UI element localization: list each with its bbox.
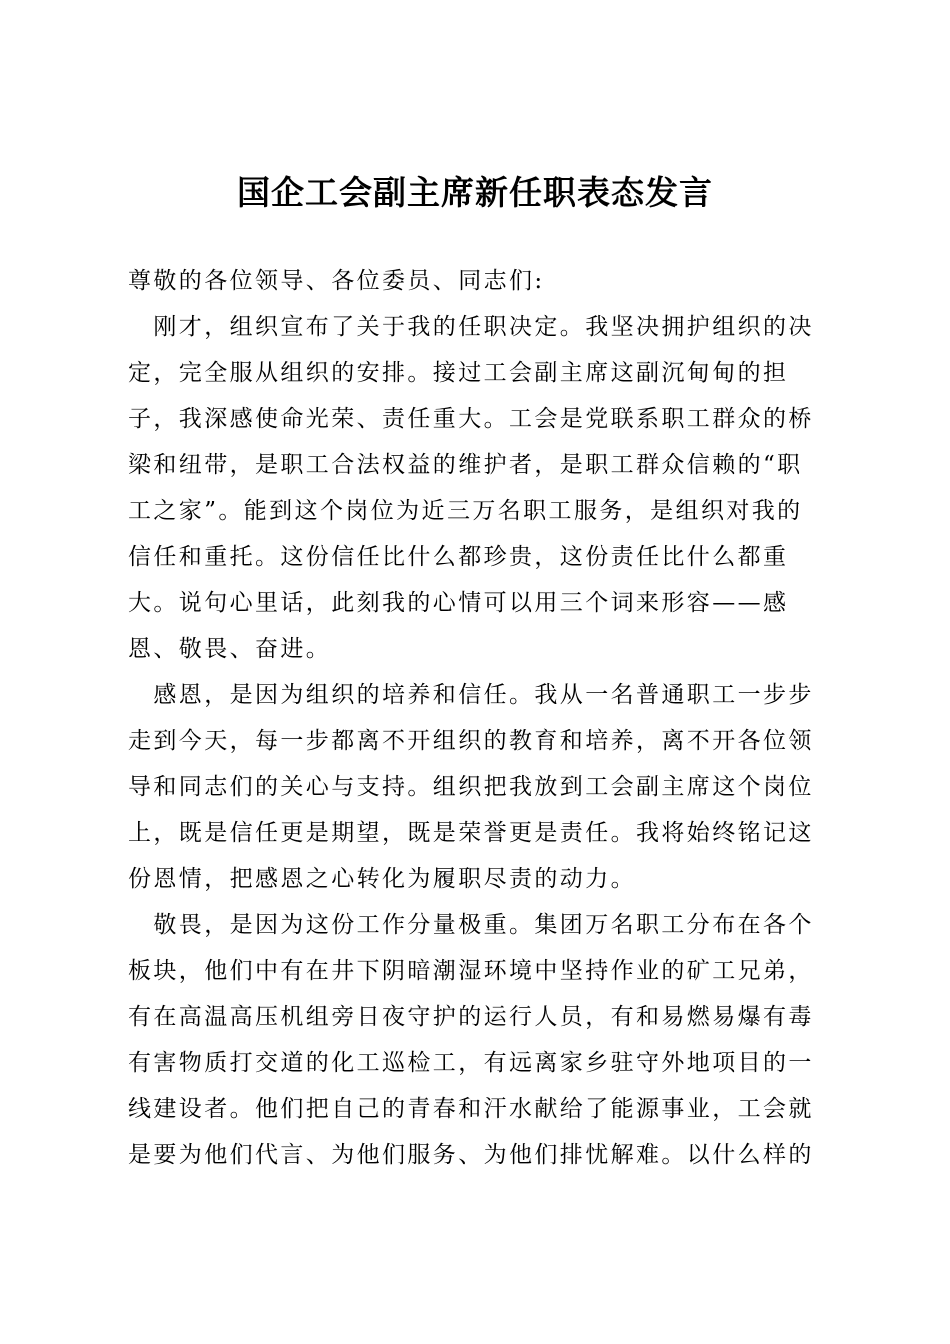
body-line: 有害物质打交道的化工巡检工，有远离家乡驻守外地项目的一: [128, 1050, 814, 1076]
body-line: 信任和重托。这份信任比什么都珍贵，这份责任比什么都重: [128, 544, 789, 570]
body-line: 大。说句心里话，此刻我的心情可以用三个词来形容——感: [128, 590, 789, 616]
body-line: 份恩情，把感恩之心转化为履职尽责的动力。: [128, 866, 636, 892]
body-line: 有在高温高压机组旁日夜守护的运行人员，有和易燃易爆有毒: [128, 1004, 814, 1030]
body-line: 子，我深感使命光荣、责任重大。工会是党联系职工群众的桥: [128, 406, 814, 432]
body-line: 工之家”。能到这个岗位为近三万名职工服务，是组织对我的: [128, 498, 803, 524]
body-line: 刚才，组织宣布了关于我的任职决定。我坚决拥护组织的决: [128, 314, 814, 340]
salutation-line: 尊敬的各位领导、各位委员、同志们:: [128, 268, 545, 294]
body-line: 恩、敬畏、奋进。: [128, 636, 332, 662]
body-line: 梁和纽带，是职工合法权益的维护者，是职工群众信赖的“职: [128, 452, 803, 478]
body-line: 走到今天，每一步都离不开组织的教育和培养，离不开各位领: [128, 728, 814, 754]
document-body: [128, 258, 833, 1178]
body-line: 上，既是信任更是期望，既是荣誉更是责任。我将始终铭记这: [128, 820, 814, 846]
document-title: 国企工会副主席新任职表态发言: [237, 173, 713, 212]
body-line: 是要为他们代言、为他们服务、为他们排忧解难。以什么样的: [128, 1142, 814, 1168]
body-line: 定，完全服从组织的安排。接过工会副主席这副沉甸甸的担: [128, 360, 789, 386]
body-line: 板块，他们中有在井下阴暗潮湿环境中坚持作业的矿工兄弟，: [128, 958, 814, 984]
body-line: 线建设者。他们把自己的青春和汗水献给了能源事业，工会就: [128, 1096, 814, 1122]
body-line: 导和同志们的关心与支持。组织把我放到工会副主席这个岗位: [128, 774, 814, 800]
body-line: 感恩，是因为组织的培养和信任。我从一名普通职工一步步: [128, 682, 814, 708]
body-line: 敬畏，是因为这份工作分量极重。集团万名职工分布在各个: [128, 912, 814, 938]
